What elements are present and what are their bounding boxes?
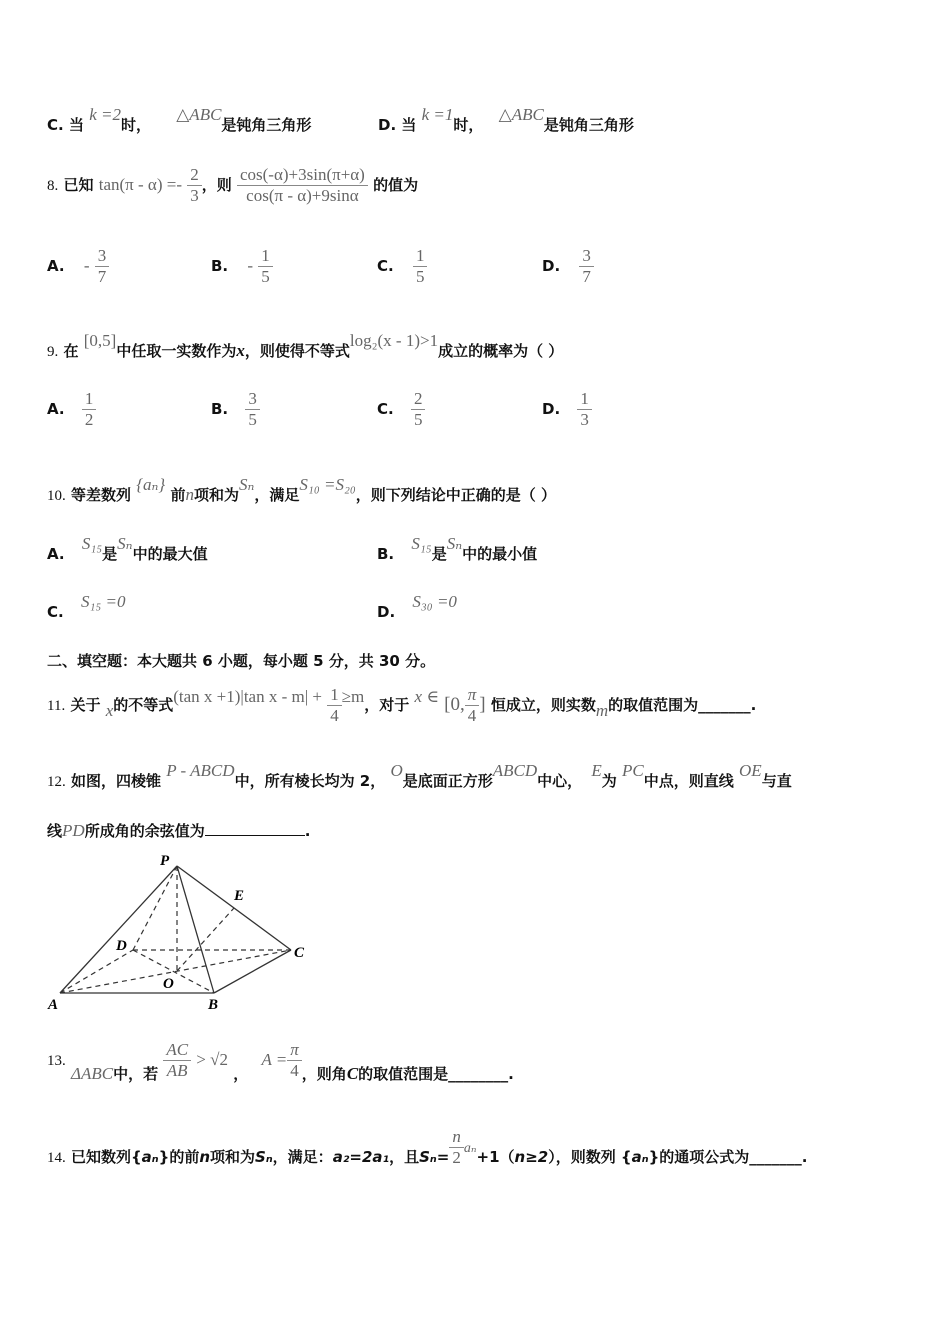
q13-stem: 13. ΔABC中，若 $\frac{AC}{AB}$ > √2 ， A = $\frac{\pi}{4}$ ，则角C的取值范围是________. <box>47 1040 514 1083</box>
q8-option-d[interactable]: D. $\frac{3}{7}$ <box>542 246 594 287</box>
label-O: O <box>163 976 174 992</box>
q9-option-d[interactable]: D. $\frac{1}{3}$ <box>542 389 592 430</box>
section-2-title: 二、填空题：本大题共 6 小题，每小题 5 分，共 30 分。 <box>47 652 436 670</box>
q8-given-fraction: $\frac{2}{3}$ <box>187 165 202 206</box>
q7-option-d[interactable]: D. 当 k =1时， △ABC是钝角三角形 <box>378 105 634 134</box>
q12-answer-blank[interactable] <box>205 823 305 836</box>
q12-stem: 12. 如图，四棱锥 P - ABCD中，所有棱长均为 2， O是底面正方形ABCD中心， E为 PC中点，则直线 OE与直 <box>47 761 792 790</box>
label-D: D <box>116 938 127 954</box>
pyramid-figure <box>44 850 314 1015</box>
q10-option-d[interactable]: D. S₃₀ =0 <box>377 592 457 621</box>
q8-option-b[interactable]: B. - $\frac{1}{5}$ <box>211 246 273 287</box>
q9-stem: 9. 在 [0,5]中任取一实数作为x，则使得不等式log₂(x - 1)>1成立的概率为（ ） <box>47 331 564 360</box>
q8-expression-fraction: $\frac{\cos(-\alpha)+3\sin(\pi+\alpha)}{\cos(\pi - \alpha)+9\sin\alpha}$ <box>237 165 368 206</box>
edge-PC <box>177 866 291 950</box>
label-E: E <box>234 888 245 904</box>
label-P: P <box>160 853 170 869</box>
q10-option-c[interactable]: C. S₁₅ =0 <box>47 592 126 621</box>
q7-option-c[interactable]: C. 当 k =2时， △ABC是钝角三角形 <box>47 105 312 134</box>
label-C: C <box>294 945 305 961</box>
q8-stem: 8. 已知 tan(π - α) =- $\frac{2}{3}$ ，则 $\frac{\cos(-\alpha)+3\sin(\pi+\alpha)}{\cos(\pi - \alpha)+9\sin\alpha}$ 的值为 <box>47 165 419 205</box>
q9-option-a[interactable]: A. $\frac{1}{2}$ <box>47 389 96 430</box>
q10-option-b[interactable]: B. S₁₅是Sₙ中的最小值 <box>377 534 538 563</box>
q8-option-a[interactable]: A. - $\frac{3}{7}$ <box>47 246 109 287</box>
label-A: A <box>48 997 59 1013</box>
q9-option-c[interactable]: C. $\frac{2}{5}$ <box>377 389 425 430</box>
q10-option-a[interactable]: A. S₁₅是Sₙ中的最大值 <box>47 534 208 563</box>
label-B: B <box>208 997 219 1013</box>
q8-option-c[interactable]: C. $\frac{1}{5}$ <box>377 246 427 287</box>
q9-option-b[interactable]: B. $\frac{3}{5}$ <box>211 389 260 430</box>
edge-PD <box>133 866 177 950</box>
edge-PB <box>177 866 214 993</box>
q14-stem: 14. 已知数列{aₙ}的前n项和为Sₙ，满足：a₂=2a₁，且Sₙ= $\frac{n}{2}$ aₙ+1（n≥2），则数列 {aₙ}的通项公式为_______. <box>47 1127 808 1167</box>
q12-stem-line2: 线PD所成角的余弦值为 . <box>47 821 311 840</box>
q11-stem: 11. 关于 x的不等式(tan x +1)|tan x - m| + $\frac{1}{4}$ ≥m，对于 x ∈ [0, $\frac{\pi}{4}$ ] 恒成立，则实数m的取值范围为_______. <box>47 685 757 725</box>
edge-BC <box>214 950 291 993</box>
q10-stem: 10. 等差数列 {aₙ} 前n项和为Sₙ，满足S₁₀ =S₂₀，则下列结论中正确的是（ ） <box>47 475 557 504</box>
diag-AC <box>60 950 291 993</box>
